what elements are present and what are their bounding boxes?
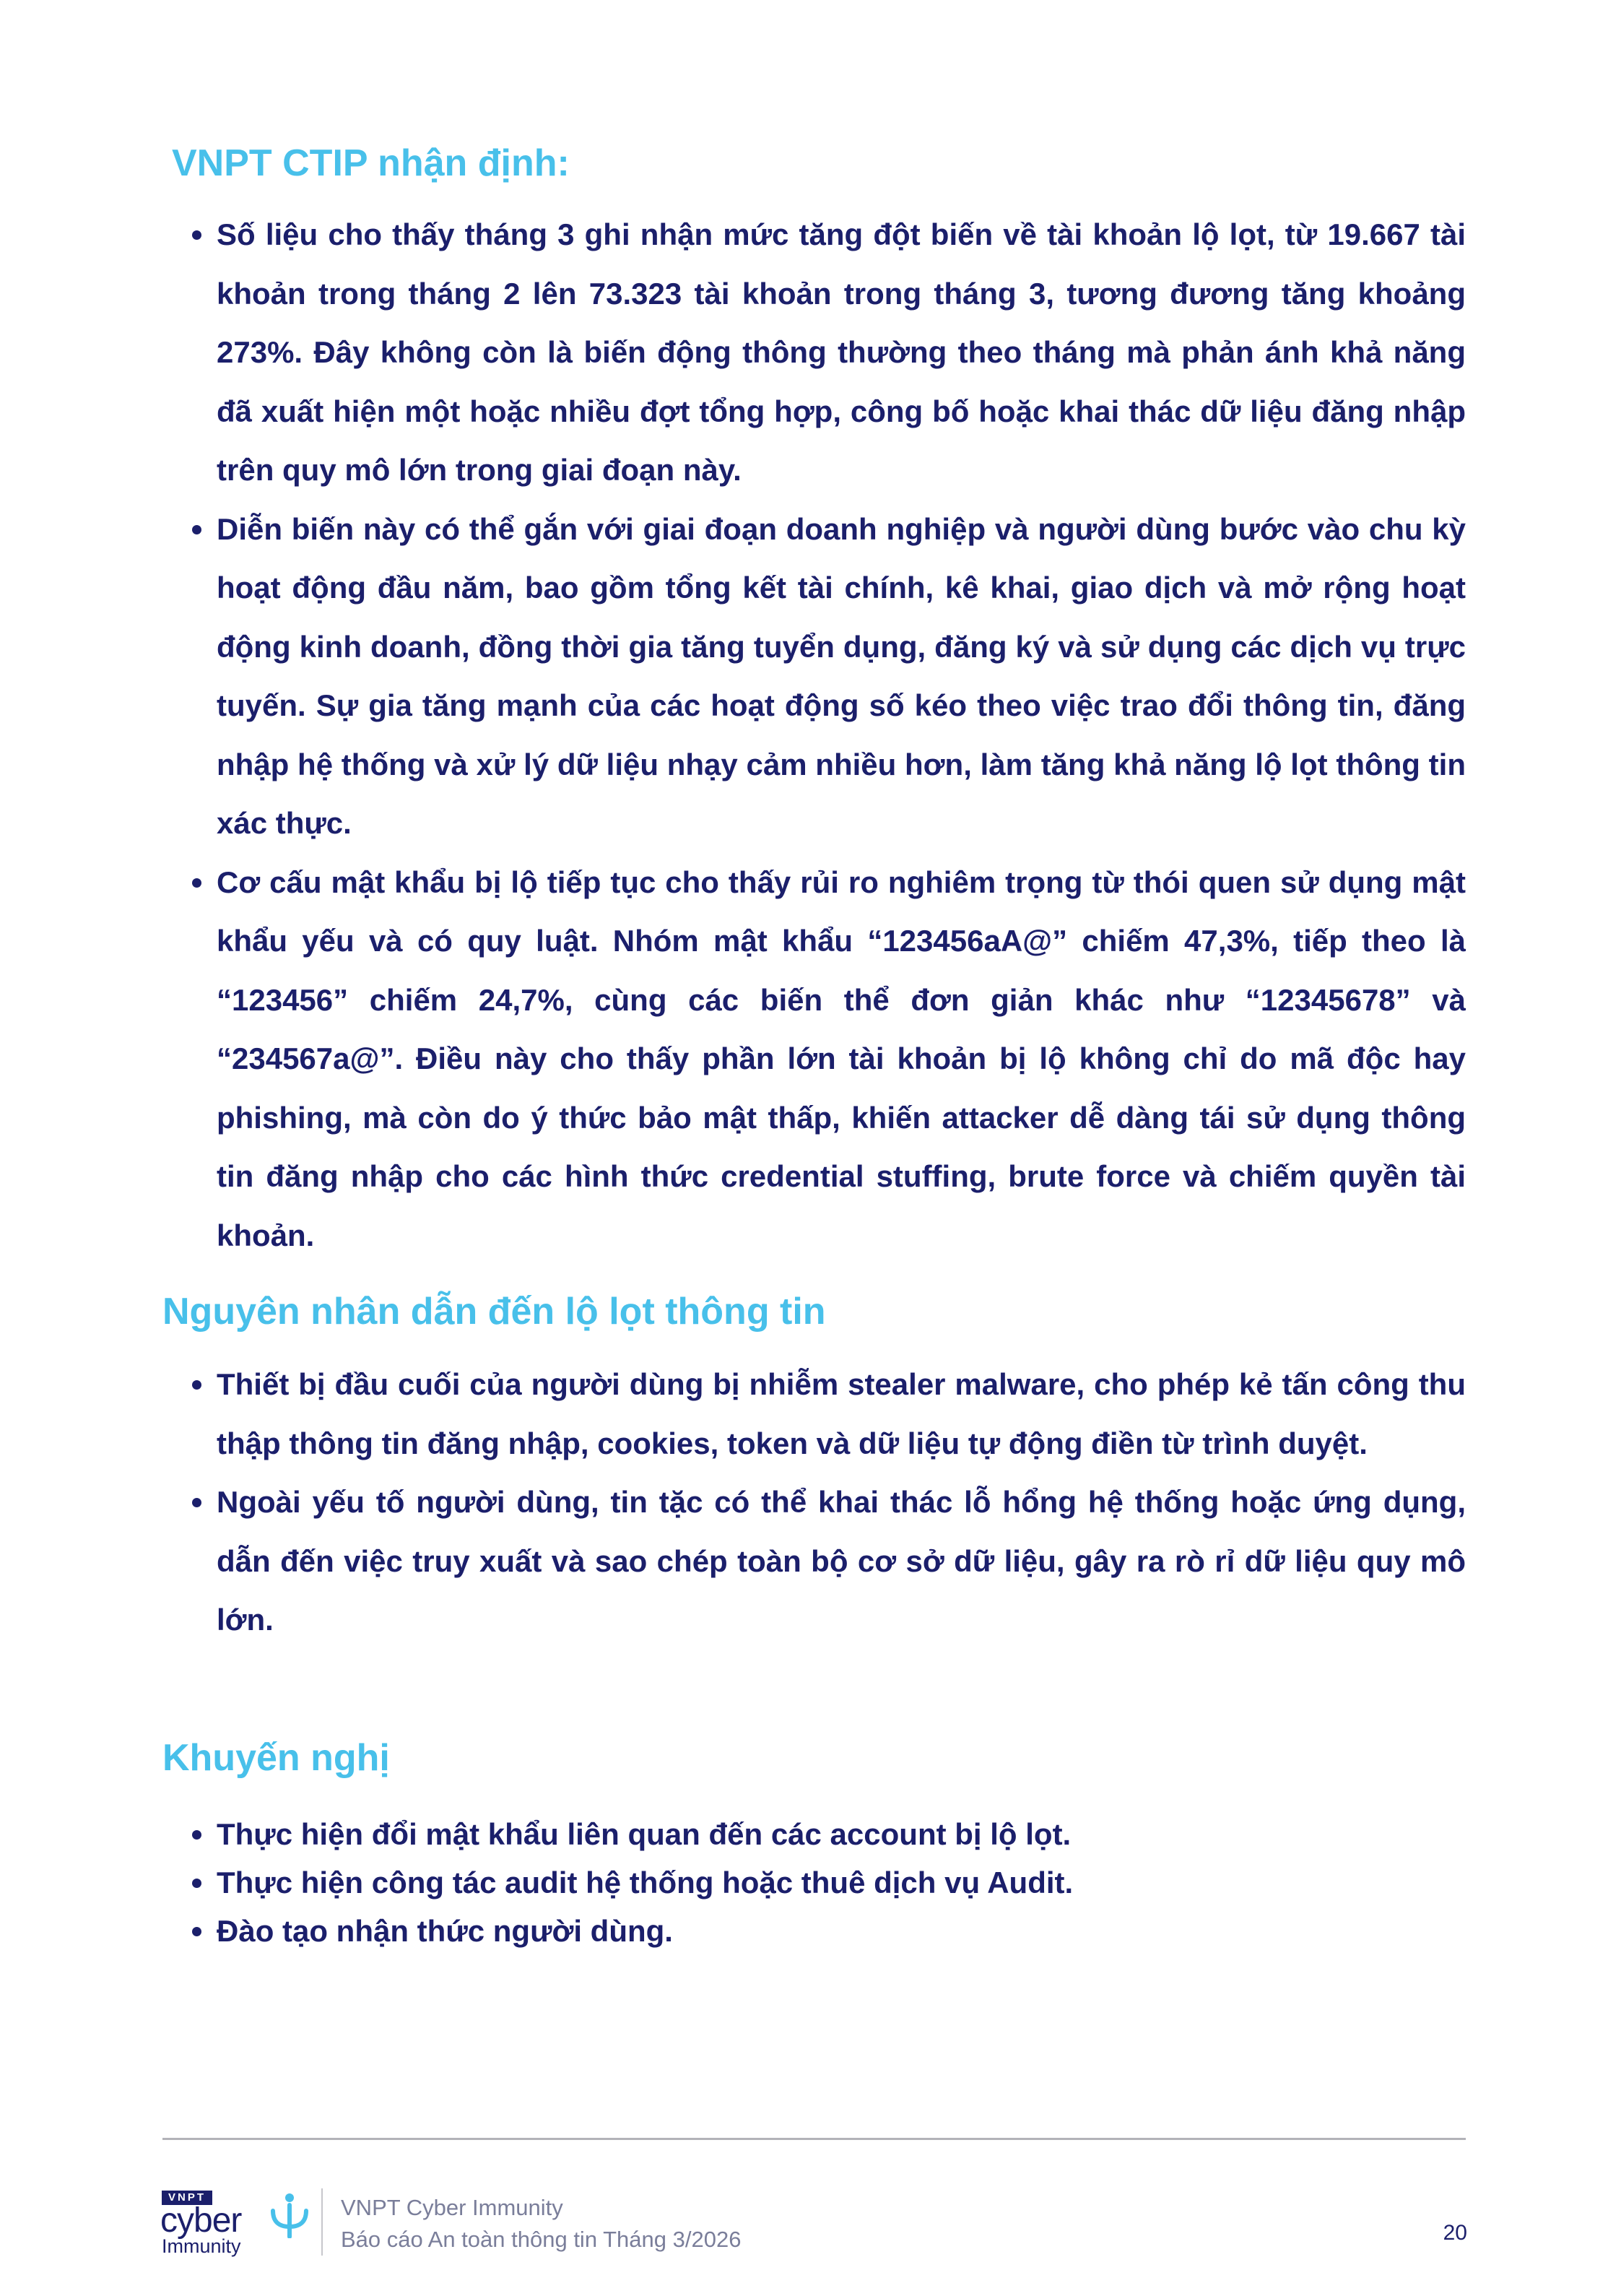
list-item: Diễn biến này có thể gắn với giai đoạn doanh nghiệp và người dùng bước vào chu kỳ hoạt động đầu năm, bao gồm tổng kết tài chính, kê khai, giao dịch và mở rộng hoạt động kinh doanh, đồng thời gia tăng tuyển dụng, đăng ký và sử dụng các dịch vụ trực tuyến. Sự gia tăng mạnh của các hoạt động số kéo theo việc trao đổi thông tin, đăng nhập hệ thống và xử lý dữ liệu nhạy cảm nhiều hơn, làm tăng khả năng lộ lọt thông tin xác thực. (173, 500, 1466, 853)
logo-mark-icon (269, 2192, 310, 2238)
logo-word-immunity: Immunity (162, 2235, 241, 2257)
list-item: Thực hiện đổi mật khẩu liên quan đến các account bị lộ lọt. (173, 1810, 1466, 1858)
list-item: Thiết bị đầu cuối của người dùng bị nhiễm stealer malware, cho phép kẻ tấn công thu thập thông tin đăng nhập, cookies, token và dữ liệu tự động điền từ trình duyệt. (173, 1355, 1466, 1473)
list-item: Đào tạo nhận thức người dùng. (173, 1907, 1466, 1955)
bullet-icon (192, 878, 201, 888)
bullet-icon (192, 1879, 201, 1888)
footer-caption (341, 2192, 741, 2256)
footer-org: VNPT Cyber Immunity (341, 2195, 563, 2220)
bullet-icon (192, 525, 201, 534)
bullet-icon (192, 1380, 201, 1390)
footer-divider-line (162, 2138, 1466, 2140)
bullet-icon (192, 1927, 201, 1936)
page-number: 20 (1443, 2221, 1467, 2245)
section-title-recommendations: Khuyến nghị (162, 1737, 390, 1779)
bullet-icon (192, 230, 201, 240)
list-item: Thực hiện công tác audit hệ thống hoặc thuê dịch vụ Audit. (173, 1858, 1466, 1907)
footer-vertical-divider (321, 2188, 323, 2256)
logo-tag: VNPT (162, 2191, 212, 2205)
section-title-ctip: VNPT CTIP nhận định: (172, 142, 570, 184)
recommendations-list (173, 1810, 1466, 1955)
list-item: Số liệu cho thấy tháng 3 ghi nhận mức tăng đột biến về tài khoản lộ lọt, từ 19.667 tài khoản trong tháng 2 lên 73.323 tài khoản trong tháng 3, tương đương tăng khoảng 273%. Đây không còn là biến động thông thường theo tháng mà phản ánh khả năng đã xuất hiện một hoặc nhiều đợt tổng hợp, công bố hoặc khai thác dữ liệu đăng nhập trên quy mô lớn trong giai đoạn này. (173, 205, 1466, 500)
vnpt-cyber-immunity-logo (160, 2191, 308, 2256)
list-item: Ngoài yếu tố người dùng, tin tặc có thể khai thác lỗ hổng hệ thống hoặc ứng dụng, dẫn đến việc truy xuất và sao chép toàn bộ cơ sở dữ liệu, gây ra rò rỉ dữ liệu quy mô lớn. (173, 1473, 1466, 1650)
bullet-icon (192, 1830, 201, 1840)
list-item: Cơ cấu mật khẩu bị lộ tiếp tục cho thấy rủi ro nghiêm trọng từ thói quen sử dụng mật khẩu yếu và có quy luật. Nhóm mật khẩu “123456aA@” chiếm 47,3%, tiếp theo là “123456” chiếm 24,7%, cùng các biến thể đơn giản khác như “12345678” và “234567a@”. Điều này cho thấy phần lớn tài khoản bị lộ không chỉ do mã độc hay phishing, mà còn do ý thức bảo mật thấp, khiến attacker dễ dàng tái sử dụng thông tin đăng nhập cho các hình thức credential stuffing, brute force và chiếm quyền tài khoản. (173, 853, 1466, 1265)
causes-list (173, 1355, 1466, 1650)
ctip-list (173, 205, 1466, 1265)
bullet-icon (192, 1498, 201, 1507)
logo-word-cyber: cyber (160, 2201, 242, 2240)
section-title-causes: Nguyên nhân dẫn đến lộ lọt thông tin (162, 1291, 826, 1333)
footer-report-title: Báo cáo An toàn thông tin Tháng 3/2026 (341, 2227, 742, 2252)
